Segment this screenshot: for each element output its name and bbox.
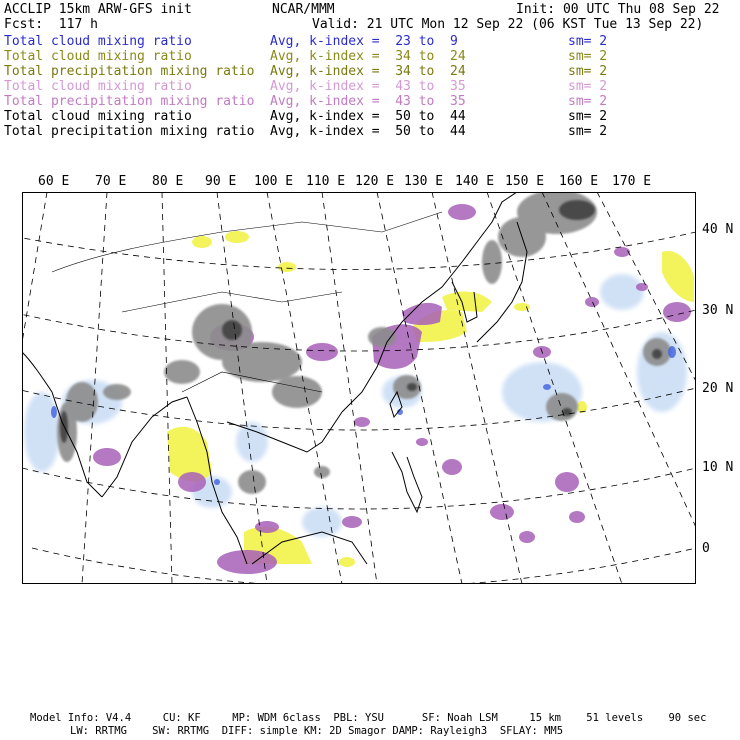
parallel-line [22, 310, 696, 351]
forecast-hour: Fcst: 117 h [4, 17, 98, 32]
meridian-line [162, 192, 172, 584]
lon-label: 150 E [505, 174, 545, 189]
legend-sm-1: sm= 2 [568, 34, 608, 49]
footer-physics-info: LW: RRTMG SW: RRTMG DIFF: simple KM: 2D Smagor DAMP: Rayleigh3 SFLAY: MM5 [70, 725, 564, 737]
blue-cloud-layer [51, 346, 676, 485]
init-time: Init: 00 UTC Thu 08 Sep 22 [516, 2, 720, 17]
legend-avg-2: Avg, k-index = 34 to 24 [270, 49, 466, 64]
lon-label: 60 E [38, 174, 70, 189]
legend-avg-6: Avg, k-index = 50 to 44 [270, 109, 466, 124]
lon-label: 140 E [455, 174, 495, 189]
legend-sm-3: sm= 2 [568, 64, 608, 79]
parallel-line [32, 548, 696, 584]
lat-label: 10 N [702, 460, 734, 475]
lat-label: 20 N [702, 381, 734, 396]
lat-label: 0 [702, 541, 710, 556]
lat-label: 40 N [702, 222, 734, 237]
legend-sm-4: sm= 2 [568, 79, 608, 94]
lon-label: 120 E [355, 174, 395, 189]
legend-avg-5: Avg, k-index = 43 to 35 [270, 94, 466, 109]
footer-model-info: Model Info: V4.4 CU: KF MP: WDM 6class PBL: YSU SF: Noah LSM 15 km 51 levels 90 sec [30, 712, 707, 724]
lon-label: 130 E [404, 174, 444, 189]
meridian-line [217, 192, 267, 584]
legend-field-5: Total precipitation mixing ratio [4, 94, 255, 109]
legend-avg-4: Avg, k-index = 43 to 35 [270, 79, 466, 94]
lon-label: 80 E [152, 174, 184, 189]
lon-label: 90 E [205, 174, 237, 189]
meridian-line [22, 192, 47, 584]
legend-sm-2: sm= 2 [568, 49, 608, 64]
model-title: ACCLIP 15km ARW-GFS init [4, 2, 192, 17]
lat-label: 30 N [702, 303, 734, 318]
lon-label: 170 E [612, 174, 652, 189]
legend-field-6: Total cloud mixing ratio [4, 109, 192, 124]
legend-sm-7: sm= 2 [568, 124, 608, 139]
parallel-line [22, 468, 696, 509]
legend-sm-5: sm= 2 [568, 94, 608, 109]
legend-field-1: Total cloud mixing ratio [4, 34, 192, 49]
legend-avg-7: Avg, k-index = 50 to 44 [270, 124, 466, 139]
legend-sm-6: sm= 2 [568, 109, 608, 124]
organization-label: NCAR/MMM [272, 2, 335, 17]
legend-field-4: Total cloud mixing ratio [4, 79, 192, 94]
legend-avg-3: Avg, k-index = 34 to 24 [270, 64, 466, 79]
gray-cloud-layer [57, 192, 671, 494]
lon-label: 110 E [306, 174, 346, 189]
legend-field-3: Total precipitation mixing ratio [4, 64, 255, 79]
legend-field-7: Total precipitation mixing ratio [4, 124, 255, 139]
map-canvas [22, 192, 696, 584]
light-blue-cloud-layer [24, 274, 687, 537]
legend-field-2: Total cloud mixing ratio [4, 49, 192, 64]
lon-label: 160 E [559, 174, 599, 189]
lon-label: 100 E [254, 174, 294, 189]
lon-label: 70 E [95, 174, 127, 189]
map-panel [22, 192, 696, 584]
legend-avg-1: Avg, k-index = 23 to 9 [270, 34, 458, 49]
valid-time: Valid: 21 UTC Mon 12 Sep 22 (06 KST Tue 13 Sep 22) [312, 17, 704, 32]
